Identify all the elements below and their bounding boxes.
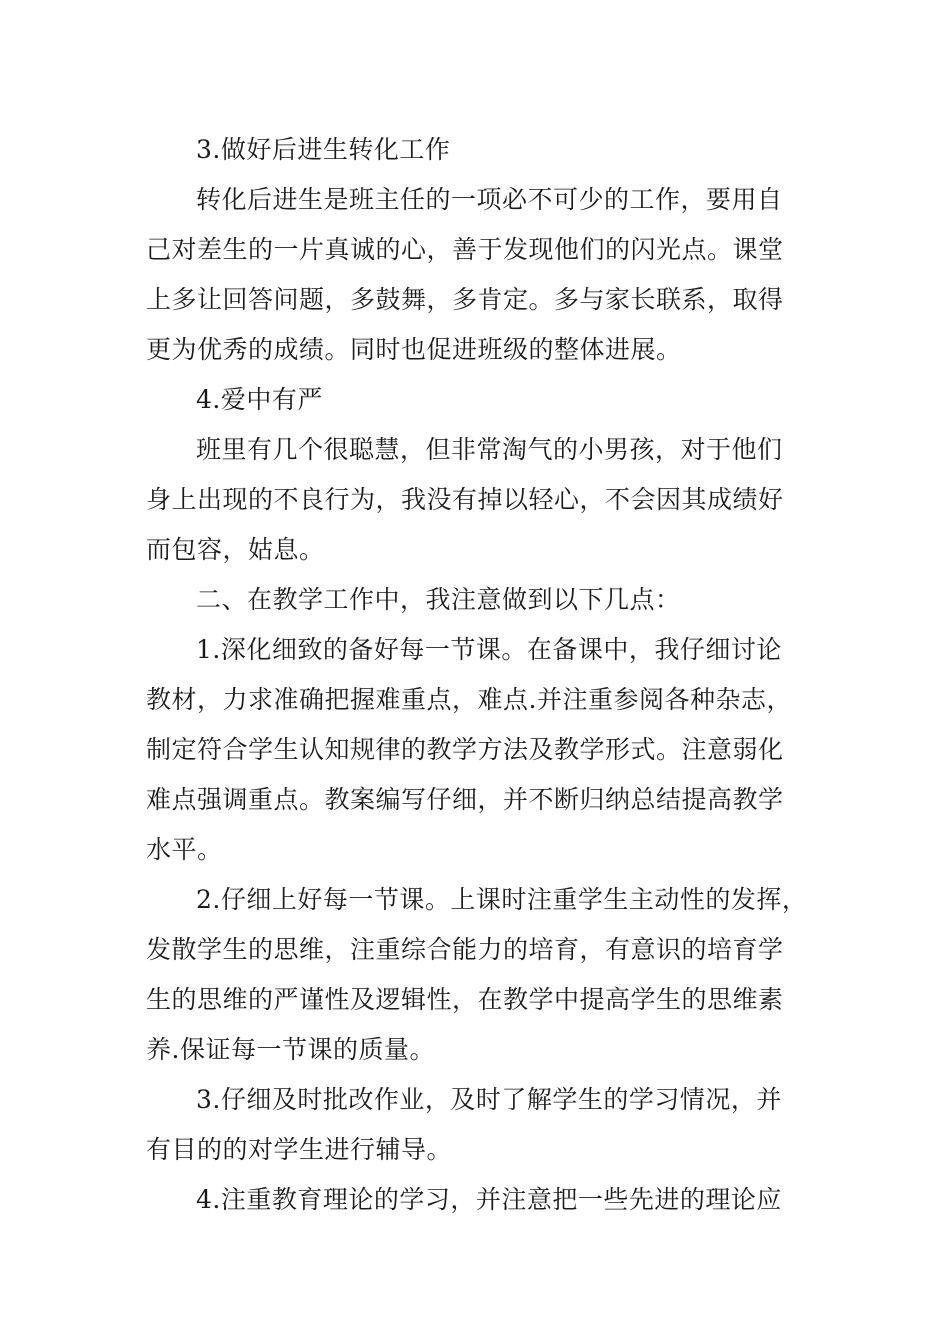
paragraph-line: 水平。 — [146, 835, 223, 864]
paragraph-line: 制定符合学生认知规律的教学方法及教学形式。注意弱化 — [146, 735, 784, 764]
paragraph-line: 上多让回答问题，多鼓舞，多肯定。多与家长联系，取得 — [146, 285, 784, 314]
paragraph-line: 1.深化细致的备好每一节课。在备课中，我仔细讨论 — [196, 635, 782, 664]
paragraph-line: 4.注重教育理论的学习，并注意把一些先进的理论应 — [196, 1185, 782, 1214]
paragraph-line: 身上出现的不良行为，我没有掉以轻心，不会因其成绩好 — [146, 485, 784, 514]
paragraph-line: 2.仔细上好每一节课。上课时注重学生主动性的发挥， — [196, 885, 808, 914]
section-heading-4: 4.爱中有严 — [196, 385, 323, 414]
paragraph-line: 班里有几个很聪慧，但非常淘气的小男孩，对于他们 — [196, 435, 783, 464]
section-heading-3: 3.做好后进生转化工作 — [196, 135, 451, 164]
paragraph-line: 更为优秀的成绩。同时也促进班级的整体进展。 — [146, 335, 682, 364]
paragraph-line: 难点强调重点。教案编写仔细，并不断归纳总结提高教学 — [146, 785, 784, 814]
paragraph-line: 己对差生的一片真诚的心，善于发现他们的闪光点。课堂 — [146, 235, 784, 264]
paragraph-line: 有目的的对学生进行辅导。 — [146, 1135, 453, 1164]
paragraph-line: 养.保证每一节课的质量。 — [146, 1035, 435, 1064]
paragraph-line: 3.仔细及时批改作业，及时了解学生的学习情况，并 — [196, 1085, 782, 1114]
paragraph-line: 生的思维的严谨性及逻辑性，在教学中提高学生的思维素 — [146, 985, 784, 1014]
paragraph-line: 教材，力求准确把握难重点，难点.并注重参阅各种杂志， — [146, 685, 792, 714]
paragraph-line: 发散学生的思维，注重综合能力的培育，有意识的培育学 — [146, 935, 784, 964]
section-heading-2: 二、在教学工作中，我注意做到以下几点： — [196, 585, 681, 614]
paragraph-line: 而包容，姑息。 — [146, 535, 325, 564]
paragraph-line: 转化后进生是班主任的一项必不可少的工作，要用自 — [196, 185, 783, 214]
